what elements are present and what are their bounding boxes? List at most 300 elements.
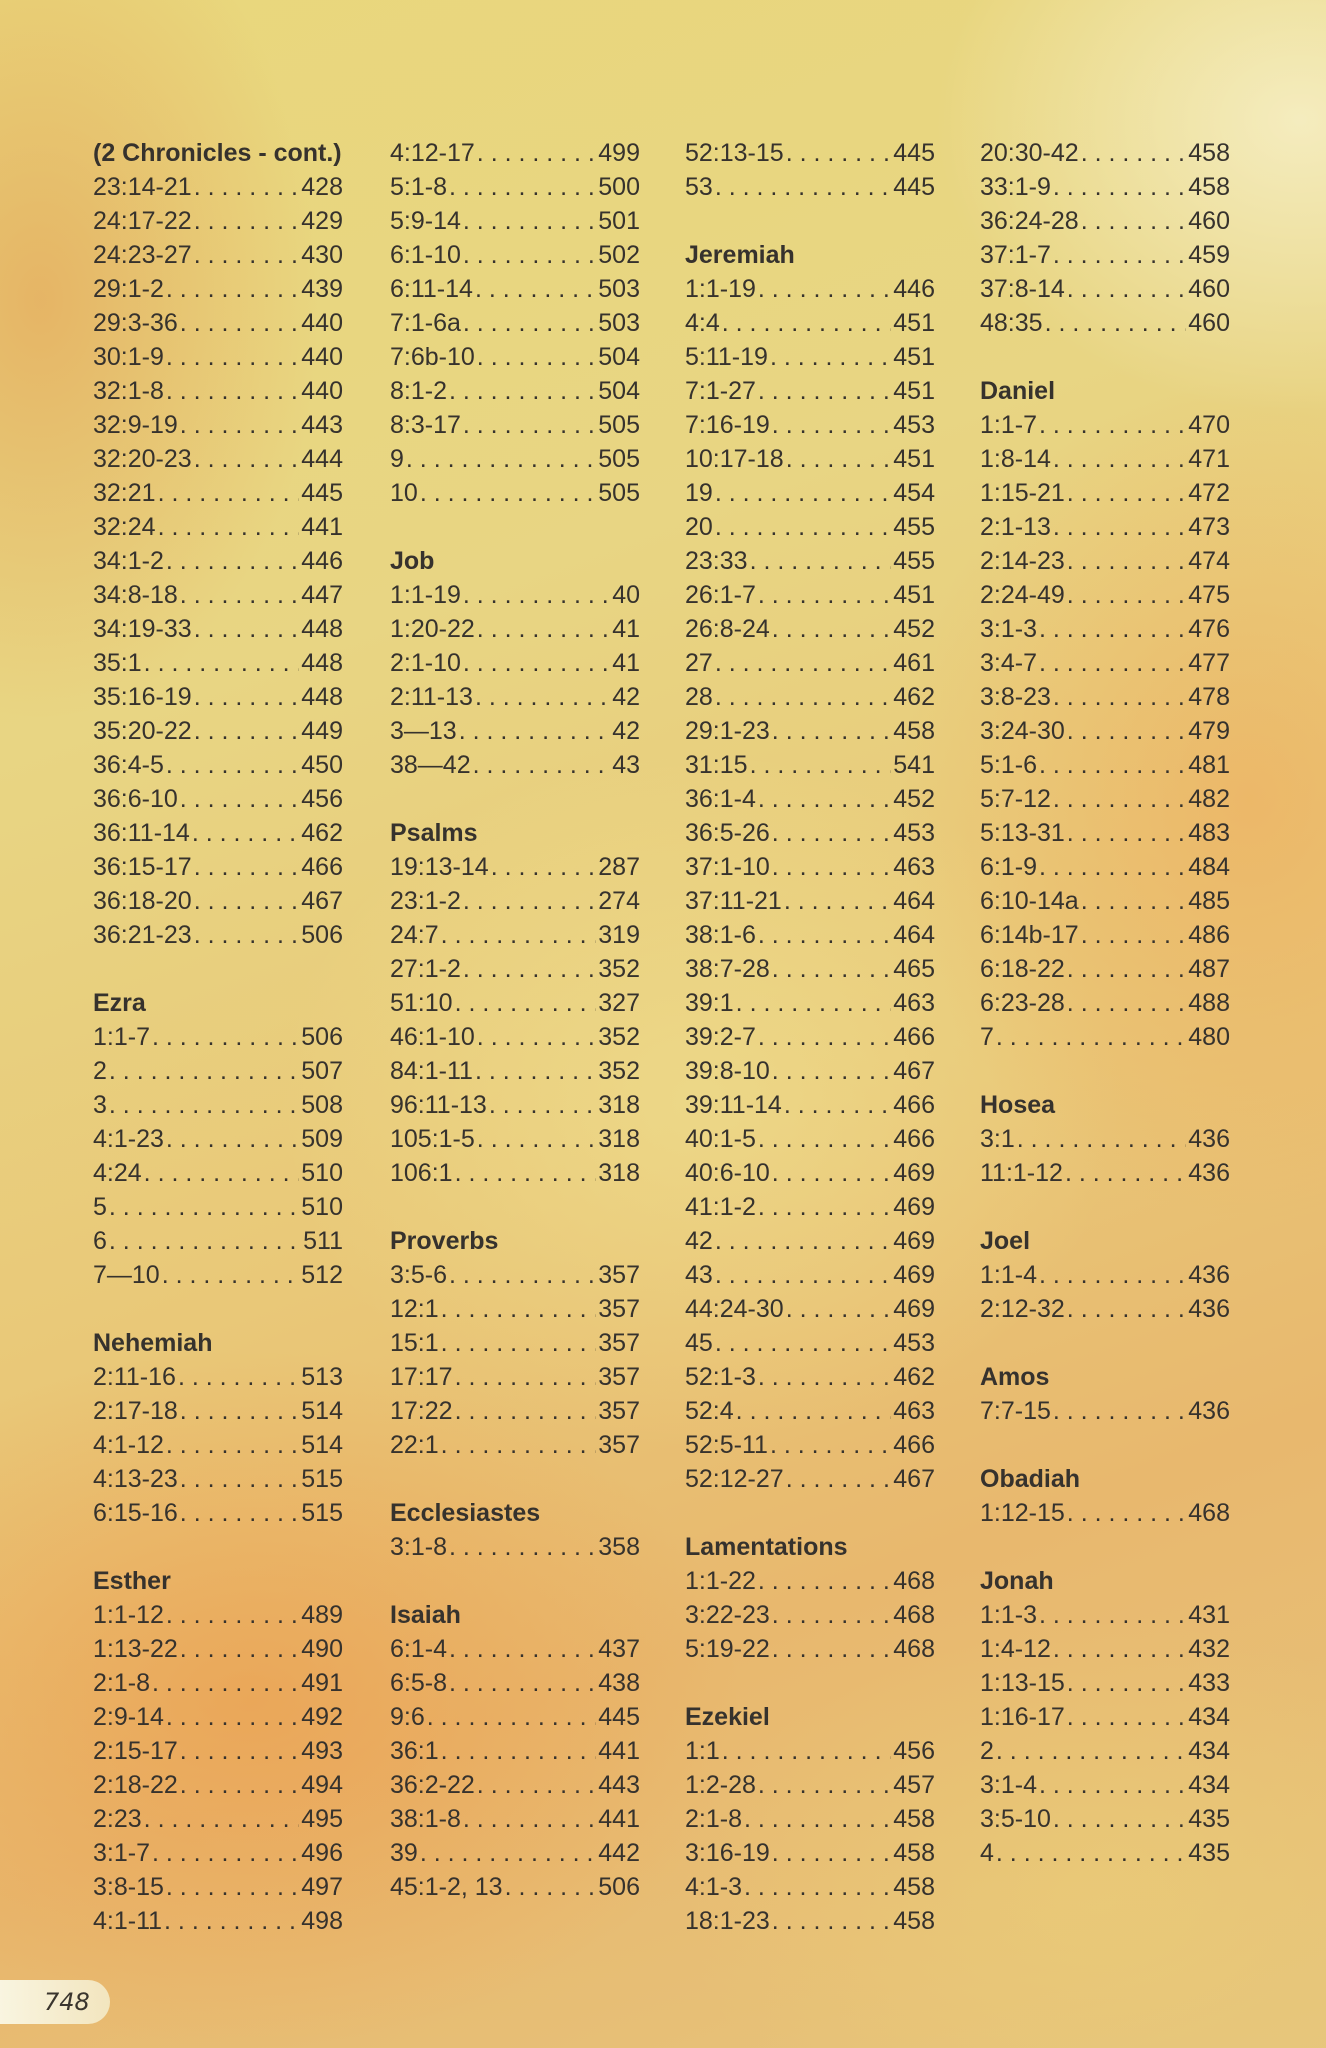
index-entry: [685, 544, 935, 578]
page-reference: 43: [612, 751, 640, 779]
scripture-reference: 29:1-2: [93, 275, 164, 303]
scripture-reference: 37:1-10: [685, 853, 770, 881]
page-reference: 461: [893, 649, 935, 677]
dot-leader: [1067, 952, 1186, 986]
index-entry: [390, 1802, 640, 1836]
dot-leader: [1039, 1598, 1186, 1632]
index-entry: [390, 1428, 640, 1462]
index-entry: [980, 170, 1230, 204]
dot-leader: [192, 816, 299, 850]
page-reference: 274: [598, 887, 640, 915]
page-reference: 434: [1188, 1771, 1230, 1799]
dot-leader: [166, 272, 299, 306]
index-entry: [390, 1836, 640, 1870]
page-reference: 318: [598, 1159, 640, 1187]
dot-leader: [194, 714, 300, 748]
scripture-reference: 29:3-36: [93, 309, 178, 337]
index-entry: [390, 1768, 640, 1802]
page-reference: 463: [893, 989, 935, 1017]
index-entry: [93, 1734, 343, 1768]
page-reference: 456: [301, 785, 343, 813]
dot-leader: [784, 884, 891, 918]
index-entry: [685, 1632, 935, 1666]
index-entry: [685, 1462, 935, 1496]
scripture-reference: 24:7: [390, 921, 439, 949]
scripture-reference: 36:2-22: [390, 1771, 475, 1799]
page-reference: 490: [301, 1635, 343, 1663]
index-entry: [93, 1462, 343, 1496]
scripture-reference: 106:1: [390, 1159, 453, 1187]
index-section: [93, 986, 343, 1292]
dot-leader: [1067, 578, 1186, 612]
dot-leader: [1067, 1700, 1186, 1734]
scripture-reference: 9:6: [390, 1703, 425, 1731]
index-entry: [685, 442, 935, 476]
dot-leader: [1039, 646, 1186, 680]
index-entry: [390, 578, 640, 612]
dot-leader: [715, 1224, 891, 1258]
book-heading: Lamentations: [685, 1533, 848, 1561]
page-reference: 468: [893, 1567, 935, 1595]
book-heading: Psalms: [390, 819, 478, 847]
index-entry: [685, 1360, 935, 1394]
dot-leader: [180, 306, 299, 340]
index-entry: [685, 1190, 935, 1224]
dot-leader: [1053, 1394, 1186, 1428]
page-reference: 502: [598, 241, 640, 269]
page-number: 748: [44, 1988, 90, 2016]
dot-leader: [1017, 1122, 1187, 1156]
page-reference: 503: [598, 309, 640, 337]
page-reference: 477: [1188, 649, 1230, 677]
scripture-reference: 2:24-49: [980, 581, 1065, 609]
dot-leader: [427, 1700, 597, 1734]
scripture-reference: 3: [93, 1091, 107, 1119]
index-entry: [685, 1224, 935, 1258]
dot-leader: [784, 1088, 891, 1122]
dot-leader: [166, 1122, 299, 1156]
page-reference: 492: [301, 1703, 343, 1731]
page-reference: 462: [893, 1363, 935, 1391]
index-entry: [685, 1292, 935, 1326]
index-entry: [390, 986, 640, 1020]
scripture-reference: 8:1-2: [390, 377, 447, 405]
index-entry: [93, 612, 343, 646]
scripture-reference: 2:1-8: [685, 1805, 742, 1833]
scripture-reference: 3:8-23: [980, 683, 1051, 711]
page-reference: 510: [301, 1159, 343, 1187]
page-reference: 42: [612, 717, 640, 745]
index-entry: [390, 1054, 640, 1088]
page-reference: 471: [1188, 445, 1230, 473]
index-entry: [685, 918, 935, 952]
dot-leader: [459, 714, 610, 748]
scripture-reference: 3:5-10: [980, 1805, 1051, 1833]
index-entry: [685, 748, 935, 782]
page-reference: 451: [893, 445, 935, 473]
scripture-reference: 2:1-8: [93, 1669, 150, 1697]
page-reference: 465: [893, 955, 935, 983]
index-entry: [980, 408, 1230, 442]
index-entry: [980, 1836, 1230, 1870]
index-column-1: [93, 136, 343, 1972]
index-entry: [685, 1122, 935, 1156]
page-reference: 512: [301, 1261, 343, 1289]
index-entry: [685, 816, 935, 850]
dot-leader: [1053, 782, 1186, 816]
page-reference: 436: [1188, 1295, 1230, 1323]
book-heading: Hosea: [980, 1091, 1056, 1119]
page-reference: 437: [598, 1635, 640, 1663]
dot-leader: [144, 1156, 300, 1190]
dot-leader: [441, 1428, 597, 1462]
dot-leader: [744, 1870, 891, 1904]
index-entry: [980, 1768, 1230, 1802]
page-reference: 460: [1188, 309, 1230, 337]
scripture-reference: 43: [685, 1261, 713, 1289]
dot-leader: [736, 986, 892, 1020]
dot-leader: [463, 646, 610, 680]
page-reference: 444: [301, 445, 343, 473]
dot-leader: [758, 1768, 891, 1802]
index-entry: [980, 136, 1230, 170]
page-reference: 483: [1188, 819, 1230, 847]
index-entry: [93, 1768, 343, 1802]
scripture-reference: 10: [390, 479, 418, 507]
index-entry: [93, 1020, 343, 1054]
index-entry: [980, 1496, 1230, 1530]
scripture-reference: 17:17: [390, 1363, 453, 1391]
page-reference: 440: [301, 377, 343, 405]
index-entry: [93, 1122, 343, 1156]
scripture-reference: 1:1-19: [390, 581, 461, 609]
scripture-reference: 2:12-32: [980, 1295, 1065, 1323]
page-reference: 486: [1188, 921, 1230, 949]
index-entry: [980, 578, 1230, 612]
scripture-reference: 6:14b-17: [980, 921, 1079, 949]
page-reference: 480: [1188, 1023, 1230, 1051]
dot-leader: [477, 1122, 596, 1156]
scripture-reference: 31:15: [685, 751, 748, 779]
page-reference: 433: [1188, 1669, 1230, 1697]
scripture-reference: 2:1-10: [390, 649, 461, 677]
index-entry: [980, 306, 1230, 340]
scripture-reference: 34:19-33: [93, 615, 192, 643]
page-reference: 489: [301, 1601, 343, 1629]
dot-leader: [715, 1258, 891, 1292]
book-heading: Nehemiah: [93, 1329, 213, 1357]
index-entry: [685, 170, 935, 204]
dot-leader: [166, 374, 299, 408]
page-reference: 436: [1188, 1397, 1230, 1425]
index-entry: [390, 918, 640, 952]
page-reference: 463: [893, 853, 935, 881]
dot-leader: [1067, 816, 1186, 850]
page-reference: 446: [893, 275, 935, 303]
index-section: [980, 1462, 1230, 1530]
book-heading: Joel: [980, 1227, 1031, 1255]
scripture-reference: 1:1-12: [93, 1601, 164, 1629]
page-reference: 441: [598, 1737, 640, 1765]
index-entry: [980, 238, 1230, 272]
index-entry: [685, 1904, 935, 1938]
page-reference: 469: [893, 1295, 935, 1323]
scripture-reference: 2:1-13: [980, 513, 1051, 541]
scripture-reference: 7:6b-10: [390, 343, 475, 371]
dot-leader: [1067, 1292, 1186, 1326]
index-entry: [93, 782, 343, 816]
page-reference: 440: [301, 343, 343, 371]
scripture-reference: 1:2-28: [685, 1771, 756, 1799]
page-reference: 507: [301, 1057, 343, 1085]
page-reference: 443: [598, 1771, 640, 1799]
page-reference: 457: [893, 1771, 935, 1799]
index-entry: [390, 204, 640, 238]
scripture-reference: 7: [980, 1023, 994, 1051]
dot-leader: [420, 1836, 596, 1870]
dot-leader: [1081, 884, 1187, 918]
dot-leader: [736, 1394, 892, 1428]
dot-leader: [772, 714, 891, 748]
index-entry: [685, 646, 935, 680]
scripture-reference: 45: [685, 1329, 713, 1357]
scripture-reference: 6: [93, 1227, 107, 1255]
dot-leader: [180, 782, 299, 816]
scripture-reference: 38:1-6: [685, 921, 756, 949]
dot-leader: [194, 612, 300, 646]
page-reference: 495: [301, 1805, 343, 1833]
dot-leader: [180, 1768, 299, 1802]
scripture-reference: 3:5-6: [390, 1261, 447, 1289]
dot-leader: [441, 1292, 597, 1326]
page-reference: 505: [598, 479, 640, 507]
scripture-reference: 3:1-4: [980, 1771, 1037, 1799]
index-entry: [93, 1394, 343, 1428]
page-reference: 504: [598, 343, 640, 371]
page-reference: 462: [301, 819, 343, 847]
scripture-reference: 32:24: [93, 513, 156, 541]
index-entry: [390, 1156, 640, 1190]
index-section: [980, 374, 1230, 1054]
scripture-reference: 2: [93, 1057, 107, 1085]
index-entry: [93, 1054, 343, 1088]
index-entry: [93, 1836, 343, 1870]
index-entry: [390, 1870, 640, 1904]
index-entry: [390, 1394, 640, 1428]
dot-leader: [144, 646, 300, 680]
index-entry: [685, 714, 935, 748]
dot-leader: [109, 1088, 299, 1122]
dot-leader: [772, 1836, 891, 1870]
dot-leader: [772, 1632, 891, 1666]
page-reference: 497: [301, 1873, 343, 1901]
scripture-reference: 1:16-17: [980, 1703, 1065, 1731]
page-reference: 468: [893, 1601, 935, 1629]
dot-leader: [722, 306, 892, 340]
page-reference: 287: [598, 853, 640, 881]
index-entry: [980, 1020, 1230, 1054]
page-reference: 468: [893, 1635, 935, 1663]
scripture-reference: 35:1: [93, 649, 142, 677]
index-entry: [390, 1292, 640, 1326]
scripture-reference: 4:1-23: [93, 1125, 164, 1153]
index-entry: [980, 680, 1230, 714]
scripture-reference: 4:24: [93, 1159, 142, 1187]
scripture-reference: 36:18-20: [93, 887, 192, 915]
dot-leader: [194, 884, 300, 918]
index-entry: [390, 1632, 640, 1666]
dot-leader: [152, 1666, 299, 1700]
dot-leader: [194, 680, 300, 714]
dot-leader: [758, 1190, 891, 1224]
page-reference: 488: [1188, 989, 1230, 1017]
dot-leader: [1065, 1156, 1186, 1190]
index-entry: [685, 1598, 935, 1632]
index-entry: [980, 1802, 1230, 1836]
dot-leader: [463, 952, 596, 986]
page-reference: 438: [598, 1669, 640, 1697]
dot-leader: [166, 1700, 299, 1734]
page-reference: 499: [598, 139, 640, 167]
dot-leader: [772, 408, 891, 442]
page-reference: 469: [893, 1159, 935, 1187]
page-reference: 505: [598, 445, 640, 473]
dot-leader: [158, 476, 300, 510]
page-reference: 357: [598, 1431, 640, 1459]
scripture-reference: 3:1-8: [390, 1533, 447, 1561]
dot-leader: [770, 340, 891, 374]
index-entry: [980, 204, 1230, 238]
dot-leader: [449, 374, 596, 408]
scripture-reference: 2:18-22: [93, 1771, 178, 1799]
dot-leader: [162, 1258, 300, 1292]
index-section: [390, 544, 640, 782]
scripture-reference: 33:1-9: [980, 173, 1051, 201]
scripture-reference: 2:11-16: [93, 1363, 176, 1391]
index-entry: [980, 986, 1230, 1020]
scripture-reference: 2:17-18: [93, 1397, 178, 1425]
index-entry: [980, 850, 1230, 884]
dot-leader: [1053, 510, 1186, 544]
scripture-reference: 6:10-14a: [980, 887, 1079, 915]
page-reference: 506: [301, 921, 343, 949]
scripture-reference: 36:5-26: [685, 819, 770, 847]
scripture-reference: 40:6-10: [685, 1159, 770, 1187]
scripture-reference: 7:7-15: [980, 1397, 1051, 1425]
index-entry: [390, 1122, 640, 1156]
scripture-reference: 32:1-8: [93, 377, 164, 405]
dot-leader: [786, 136, 892, 170]
dot-leader: [772, 612, 891, 646]
page-reference: 476: [1188, 615, 1230, 643]
book-heading: Isaiah: [390, 1601, 461, 1629]
page-reference: 443: [301, 411, 343, 439]
index-entry: [93, 680, 343, 714]
index-entry: [93, 850, 343, 884]
index-section: [390, 1598, 640, 1904]
dot-leader: [449, 1666, 596, 1700]
index-entry: [93, 714, 343, 748]
scripture-reference: 36:15-17: [93, 853, 192, 881]
page-reference: 467: [301, 887, 343, 915]
page-reference: 453: [893, 1329, 935, 1357]
page-reference: 466: [301, 853, 343, 881]
dot-leader: [463, 306, 596, 340]
index-entry: [390, 340, 640, 374]
page-reference: 442: [598, 1839, 640, 1867]
page-reference: 515: [301, 1465, 343, 1493]
dot-leader: [180, 1496, 299, 1530]
index-entry: [390, 680, 640, 714]
scripture-reference: 6:18-22: [980, 955, 1065, 983]
index-entry: [685, 476, 935, 510]
dot-leader: [1053, 170, 1186, 204]
scripture-reference: 5:9-14: [390, 207, 461, 235]
page-reference: 447: [301, 581, 343, 609]
scripture-reference: 6:1-4: [390, 1635, 447, 1663]
dot-leader: [1067, 714, 1186, 748]
page-reference: 429: [301, 207, 343, 235]
index-section: [93, 1326, 343, 1530]
page-reference: 509: [301, 1125, 343, 1153]
page-reference: 466: [893, 1023, 935, 1051]
page-reference: 446: [301, 547, 343, 575]
index-entry: [93, 1428, 343, 1462]
scripture-reference: 29:1-23: [685, 717, 770, 745]
page-reference: 40: [612, 581, 640, 609]
page-reference: 462: [893, 683, 935, 711]
scripture-reference: 36:4-5: [93, 751, 164, 779]
dot-leader: [758, 578, 891, 612]
scripture-reference: 8:3-17: [390, 411, 461, 439]
index-entry: [390, 1666, 640, 1700]
scripture-reference: 38—42: [390, 751, 471, 779]
page-reference: 440: [301, 309, 343, 337]
page-reference: 445: [893, 139, 935, 167]
index-entry: [390, 1700, 640, 1734]
page-reference: 357: [598, 1397, 640, 1425]
index-entry: [93, 1224, 343, 1258]
dot-leader: [1067, 476, 1186, 510]
scripture-reference: 28: [685, 683, 713, 711]
scripture-reference: 53: [685, 173, 713, 201]
dot-leader: [463, 884, 596, 918]
scripture-reference: 4:12-17: [390, 139, 475, 167]
index-entry: [980, 442, 1230, 476]
scripture-reference: 2:14-23: [980, 547, 1065, 575]
index-entry: [93, 442, 343, 476]
page-reference: 435: [1188, 1805, 1230, 1833]
dot-leader: [180, 1394, 299, 1428]
scripture-reference: 44:24-30: [685, 1295, 784, 1323]
scripture-reference: 52:13-15: [685, 139, 784, 167]
dot-leader: [1045, 306, 1187, 340]
index-entry: [685, 1394, 935, 1428]
dot-leader: [1053, 1632, 1186, 1666]
dot-leader: [715, 476, 891, 510]
page-reference: 439: [301, 275, 343, 303]
dot-leader: [505, 1870, 597, 1904]
dot-leader: [455, 1156, 597, 1190]
index-entry: [980, 1292, 1230, 1326]
scripture-reference: 34:1-2: [93, 547, 164, 575]
dot-leader: [180, 578, 299, 612]
scripture-reference: 27: [685, 649, 713, 677]
page-reference: 493: [301, 1737, 343, 1765]
index-entry: [93, 204, 343, 238]
scripture-reference: 1:13-22: [93, 1635, 178, 1663]
dot-leader: [455, 986, 597, 1020]
